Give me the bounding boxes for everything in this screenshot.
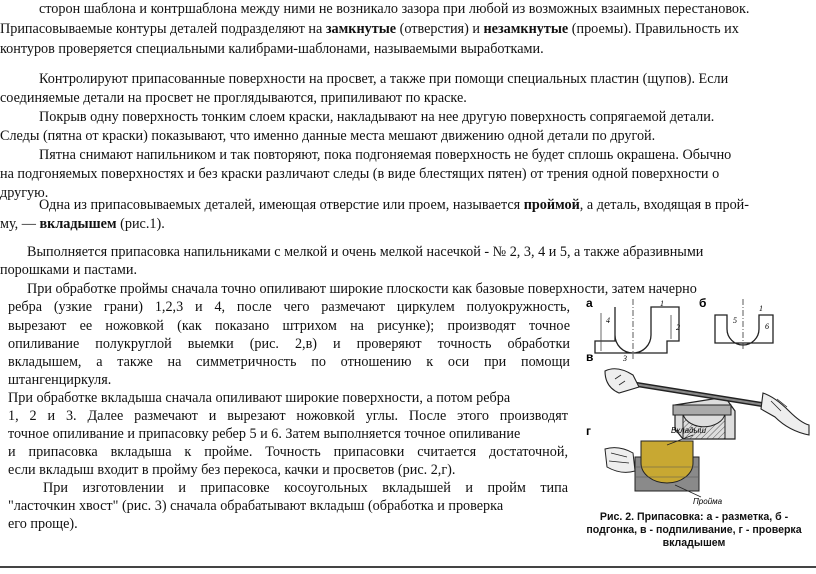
text-run: Одна из припасовываемых деталей, имеющая отверстие или проем, называется xyxy=(39,197,524,213)
num-2: 2 xyxy=(676,323,680,332)
text-line: контуров проверяется специальными калибрами-шаблонами, называемыми выработками. xyxy=(0,41,544,57)
diagram-v-filing xyxy=(605,369,809,439)
label-a: а xyxy=(586,296,593,310)
text-line: порошками и пастами. xyxy=(0,262,138,278)
text-line: вкладышем, а также на симметричность по отношению к оси при помощи xyxy=(8,354,570,370)
num-5: 5 xyxy=(733,316,737,325)
text-run: (проемы). Правильность их xyxy=(568,21,739,37)
text-line: Выполняется припасовка напильниками с мелкой и очень мелкой насечкой - № 2, 3, 4 и 5, а также абразивными xyxy=(27,244,704,260)
num-6: 6 xyxy=(765,322,769,331)
text-line: При изготовлении и припасовке косоугольных вкладышей и пройм типа xyxy=(43,480,568,496)
label-g: г xyxy=(586,424,591,438)
text-line: если вкладыш входит в пройму без перекоса, качки и просветов (рис. 2,г). xyxy=(8,462,456,478)
text-run: (отверстия) и xyxy=(396,21,484,37)
term-vkladysh: вкладышем xyxy=(39,216,117,232)
text-line: штангенциркуля. xyxy=(8,372,112,388)
text-run: Припасовываемые контуры деталей подразделяют на xyxy=(0,21,326,37)
text-line: другую. xyxy=(0,185,49,201)
text-line xyxy=(0,20,739,38)
label-v: в xyxy=(586,350,594,364)
text-line: точное опиливание и припасовку ребер 5 и 6. Затем выполняется точное опиливание xyxy=(8,426,521,442)
bottom-divider xyxy=(0,566,816,568)
diagram-a-marking xyxy=(595,299,679,359)
num-4: 4 xyxy=(606,316,610,325)
text-line: При обработке проймы сначала точно опиливают широкие плоскости как базовые поверхности, затем начерно xyxy=(27,281,697,297)
text-run: (рис.1). xyxy=(116,216,165,232)
text-line: Пятна снимают напильником и так повторяют, пока подгоняемая поверхность не будет сплошь окрашена. Обычно xyxy=(39,147,732,163)
text-line: вырезают ее ножовкой (как показано штрихом на рисунке); производят точное xyxy=(8,318,570,334)
num-1: 1 xyxy=(660,299,664,308)
text-line: "ласточкин хвост" (рис. 3) сначала обрабатывают вкладыш (обработка и проверка xyxy=(8,498,504,514)
text-line: и припасовка вкладыша к пройме. Точность припасовки считается достаточной, xyxy=(8,444,568,460)
text-line: Покрыв одну поверхность тонким слоем краски, накладывают на нее другую поверхность сопрягаемой детали. xyxy=(39,109,715,125)
text-line: опиливание полукруглой выемки (рис. 2,в) и проверяют точность обработки xyxy=(8,336,570,352)
label-vkladysh: Вкладыш xyxy=(671,426,707,435)
num-1-b: 1 xyxy=(759,304,763,313)
label-b: б xyxy=(699,296,707,310)
text-line xyxy=(39,196,749,214)
figure-caption: Рис. 2. Припасовка: а - разметка, б - подгонка, в - подпиливание, г - проверка вкладышем xyxy=(586,511,802,549)
term-proyma: проймой xyxy=(523,197,580,213)
text-line: 1, 2 и 3. Далее размечают и вырезают ножовкой углы. После этого производят xyxy=(8,408,568,424)
text-line: его проще). xyxy=(8,516,78,532)
text-line: При обработке вкладыша сначала опиливают широкие поверхности, а потом ребра xyxy=(8,390,511,406)
fitting-figure xyxy=(575,293,813,509)
term-open: незамкнутые xyxy=(483,21,569,37)
num-3: 3 xyxy=(623,354,627,363)
diagram-g-checking xyxy=(605,435,701,497)
label-proyma: Пройма xyxy=(693,497,723,506)
text-line: Следы (пятна от краски) показывают, что именно данные места мешают движению одной детали по другой. xyxy=(0,128,656,144)
text-line xyxy=(0,215,165,233)
text-run: , а деталь, входящая в прой- xyxy=(579,197,749,213)
text-line: сторон шаблона и контршаблона между ними не возникало зазора при любой из возможных взаимных перестановок. xyxy=(39,1,750,17)
term-closed: замкнутые xyxy=(325,21,397,37)
text-line: ребра (узкие грани) 1,2,3 и 4, после чего размечают циркулем полуокружность, xyxy=(8,299,570,315)
text-run: му, — xyxy=(0,216,40,232)
text-line: на подгоняемых поверхностях и без краски различают следы (в виде блестящих пятен) от трения одной поверхности о xyxy=(0,166,720,182)
text-line: соединяемые детали на просвет не проглядываются, припиливают по краске. xyxy=(0,90,467,106)
text-line: Контролируют припасованные поверхности на просвет, а также при помощи специальных пластин (щупов). Если xyxy=(39,71,729,87)
